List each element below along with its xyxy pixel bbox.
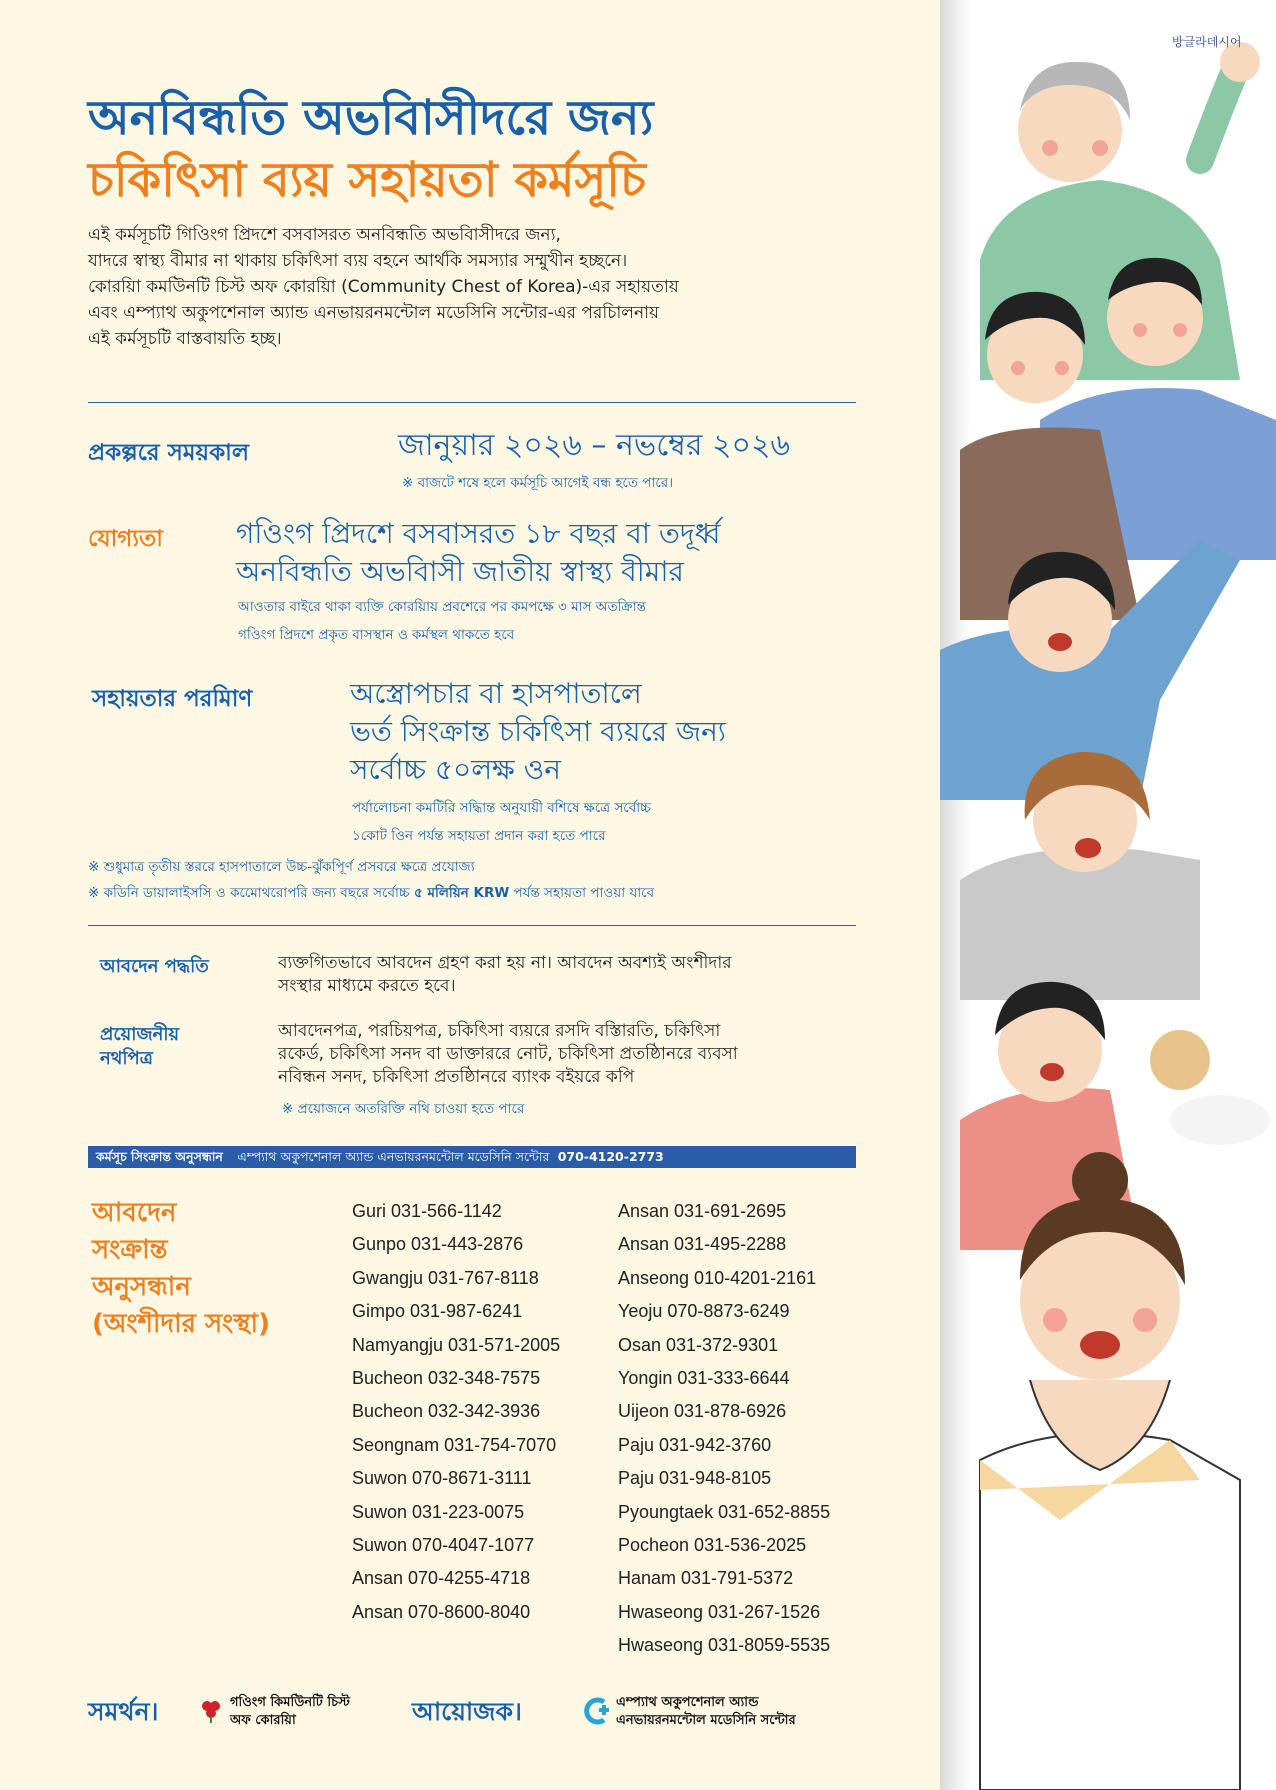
docs-text-1: আবদেনপত্র, পরচিয়পত্র, চকিৎিসা ব্যয়রে রসদি বস্তিারতি, চকিৎিসা	[278, 1021, 721, 1041]
contact-item: Paju 031-948-8105	[618, 1468, 772, 1489]
intro-line: এবং এম্প্যাথ অকুপশেনাল অ্যান্ড এনভায়রনমন্টোল মডেসিনি সন্টোর-এর পরচিালনায়	[88, 303, 660, 323]
contact-item: Ansan 070-8600-8040	[352, 1601, 531, 1622]
contact-item: Pocheon 031-536-2025	[618, 1534, 807, 1555]
contact-item: Guri 031-566-1142	[352, 1201, 502, 1221]
contact-item: Ansan 070-4255-4718	[352, 1568, 531, 1589]
eligibility-label: যোগ্যতা	[88, 526, 163, 552]
contact-item: Hwaseong 031-267-1526	[618, 1601, 821, 1622]
support-org-2: অফ কোরয়িা	[230, 1713, 296, 1728]
method-text-1: ব্যক্তগিতভাবে আবদেন গ্রহণ করা হয় না। আবদেন অবশ্যই অংশীদার	[278, 953, 732, 973]
docs-label-2: নথপিত্র	[100, 1048, 153, 1069]
contact-item: Suwon 070-4047-1077	[352, 1534, 535, 1555]
organizer-org-2: এনভায়রনমন্টোল মডেসিনি সন্টোর	[616, 1713, 796, 1728]
support-footnote-2: ※ কডিনি ডায়ালাইসসি ও কমেোথরোপরি জন্য বছরে সর্বোচ্চ ৫ মলিয়িন KRW পর্যন্ত সহায়তা পাওয়া যাবে	[88, 885, 655, 901]
contact-item: Yeoju 070-8873-6249	[618, 1301, 790, 1322]
contact-item: Uijeon 031-878-6926	[618, 1401, 787, 1422]
period-label: প্রকল্পরে সময়কাল	[88, 440, 249, 466]
support-label: সহায়তার পরমািণ	[92, 686, 253, 712]
docs-text-2: রকের্ড, চকিৎিসা সনদ বা ডাক্তাররে নোট, চকিৎিসা প্রতষ্ঠিানরে ব্যবসা	[278, 1044, 738, 1064]
eligibility-note-2: গওিংগ প্রিদশে প্রকৃত বাসস্থান ও কর্মস্থল থাকতে হবে	[238, 627, 515, 643]
intro-line: কোরয়িা কমউিনটি চিস্ট অফ কোরয়িা (Community Chest of Korea)-এর সহায়তায়	[88, 277, 679, 297]
contact-item: Bucheon 032-348-7575	[352, 1367, 541, 1388]
method-label: আবদেন পদ্ধতি	[100, 956, 209, 977]
eligibility-note-1: আওতার বাইরে থাকা ব্যক্তি কোরয়িায় প্রবশেরে পর কমপক্ষে ৩ মাস অতক্রিান্ত	[238, 599, 646, 615]
title-line-1: অনবিন্ধতি অভবিাসীদরে জন্য	[88, 90, 654, 146]
contact-item: Suwon 070-8671-3111	[352, 1468, 532, 1489]
empath-center-logo-icon	[580, 1696, 612, 1726]
intro-line: যাদরে স্বাস্থ্য বীমার না থাকায় চকিৎিসা ব্যয় বহনে আর্থকি সমস্যার সম্মুখীন হচ্ছনে।	[88, 251, 628, 271]
support-footer-label: সমর্থন।	[88, 1697, 159, 1726]
contacts-column-1	[352, 1195, 560, 1629]
inquiry-org: এম্প্যাথ অকুপশেনাল অ্যান্ড এনভায়রনমন্টোল মডেসিনি সন্টোর	[237, 1149, 550, 1164]
inquiry-bar	[88, 1146, 856, 1168]
contact-item: Paju 031-942-3760	[618, 1434, 772, 1455]
period-note: ※ বাজটে শষে হলে কর্মসূচি আগেই বন্ধ হতে পারে।	[402, 475, 674, 491]
intro-paragraph	[88, 222, 878, 352]
contact-item: Anseong 010-4201-2161	[618, 1267, 817, 1288]
contact-item: Namyangju 031-571-2005	[352, 1334, 561, 1355]
support-line-2: ভর্ত সিংক্রান্ত চকিৎিসা ব্যয়রে জন্য	[350, 715, 726, 748]
contact-item: Gunpo 031-443-2876	[352, 1234, 524, 1255]
organizer-org-1: এম্প্যাথ অকুপশেনাল অ্যান্ড	[616, 1695, 759, 1710]
community-chest-logo-icon	[198, 1698, 224, 1724]
contact-item: Gimpo 031-987-6241	[352, 1301, 523, 1322]
language-tag: 방글라데시어	[1172, 35, 1242, 49]
contact-item: Gwangju 031-767-8118	[352, 1267, 539, 1288]
support-footnote-1: ※ শুধুমাত্র তৃতীয় স্তররে হাসপাতালে উচ্চ-ঝুঁকপিূর্ণ প্রসবরে ক্ষত্রে প্রযোজ্য	[88, 859, 475, 875]
contact-item: Osan 031-372-9301	[618, 1334, 779, 1355]
eligibility-line-1: গওিংগ প্রিদশে বসবাসরত ১৮ বছর বা তদূর্ধ্ব	[236, 517, 721, 550]
contacts-label: আবদেন সংক্রান্ত অনুসন্ধান (অংশীদার সংস্থা)	[92, 1198, 270, 1339]
docs-label-1: প্রয়োজনীয়	[100, 1024, 180, 1045]
contact-item: Yongin 031-333-6644	[618, 1367, 790, 1388]
docs-note: ※ প্রয়োজনে অতরিক্তি নথি চাওয়া হতে পারে	[282, 1101, 525, 1117]
eligibility-line-2: অনবিন্ধতি অভবিাসী জাতীয় স্বাস্থ্য বীমার	[236, 555, 684, 588]
contacts-column-2	[618, 1195, 830, 1662]
divider	[88, 402, 856, 403]
intro-line: এই কর্মসূচটি গিওিংগ প্রিদশে বসবাসরত অনবিন্ধতি অভবিাসীদরে জন্য,	[88, 225, 561, 245]
contact-item: Hanam 031-791-5372	[618, 1568, 794, 1589]
method-text-2: সংস্থার মাধ্যমে করতে হবে।	[278, 976, 456, 996]
contact-item: Ansan 031-691-2695	[618, 1201, 787, 1221]
contact-item: Suwon 031-223-0075	[352, 1501, 525, 1522]
inquiry-phone: 070-4120-2773	[557, 1149, 664, 1164]
support-line-3: সর্বোচ্চ ৫০লক্ষ ওন	[350, 753, 561, 786]
support-note-1: পর্যালোচনা কমটিরি সদ্ধিান্ত অনুযায়ী বশিষে ক্ষত্রে সর্বোচ্চ	[352, 800, 651, 816]
docs-text-3: নবিন্ধন সনদ, চকিৎিসা প্রতষ্ঠিানরে ব্যাংক বইয়রে কপি	[278, 1067, 635, 1087]
support-line-1: অস্ত্রোপচার বা হাসপাতালে	[350, 677, 642, 710]
organizer-footer-label: আয়োজক।	[412, 1697, 522, 1726]
support-note-2: ১কোট ওিন পর্যন্ত সহায়তা প্রদান করা হতে পারে	[352, 828, 606, 844]
period-value: জানুয়ার ২০২৬ – নভম্বের ২০২৬	[398, 428, 791, 463]
contact-item: Seongnam 031-754-7070	[352, 1434, 557, 1455]
inquiry-label: কর্মসূচ সিংক্রান্ত অনুসন্ধান	[96, 1149, 223, 1164]
contact-item: Ansan 031-495-2288	[618, 1234, 787, 1255]
contact-item: Hwaseong 031-8059-5535	[618, 1635, 831, 1656]
divider	[88, 925, 856, 926]
people-illustration	[940, 0, 1276, 1790]
contact-item: Bucheon 032-342-3936	[352, 1401, 541, 1422]
intro-line: এই কর্মসূচটি বাস্তবায়তি হচ্ছ।	[88, 329, 282, 349]
contact-item: Pyoungtaek 031-652-8855	[618, 1501, 831, 1522]
title-line-2: চকিৎিসা ব্যয় সহায়তা কর্মসূচি	[88, 152, 646, 208]
support-org-1: গওিংগ কিমউিনটি চিস্ট	[230, 1695, 350, 1710]
